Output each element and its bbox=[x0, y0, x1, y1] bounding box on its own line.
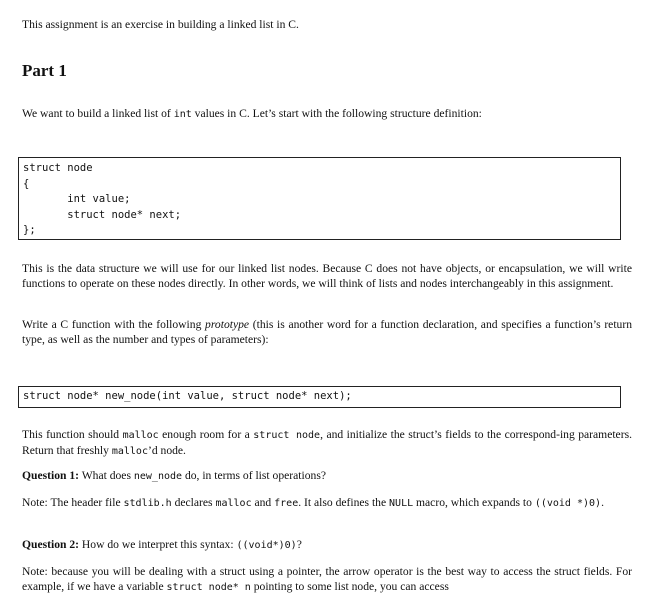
inline-code: malloc bbox=[111, 446, 148, 457]
inline-code: struct node bbox=[253, 430, 321, 441]
question-label: Question 1: bbox=[22, 469, 80, 482]
struct-code: struct node { int value; struct node* next; }; bbox=[23, 162, 182, 236]
struct-code-block bbox=[18, 157, 621, 240]
paragraph-1: We want to build a linked list of int values in C. Let’s start with the following structure definition: bbox=[22, 107, 482, 120]
intro-paragraph: This assignment is an exercise in building a linked list in C. bbox=[22, 18, 299, 31]
paragraph-3: Write a C function with the following prototype (this is another word for a function declaration, and specifies a function’s return type, as well as the number and types of parameters): bbox=[22, 318, 632, 346]
paragraph-4: This function should malloc enough room for a struct node, and initialize the struct’s fields to the correspond-ing parameters. Return that freshly malloc’d node. bbox=[22, 428, 632, 457]
inline-code: stdlib.h bbox=[123, 498, 172, 509]
inline-code: ((void*)0) bbox=[236, 540, 297, 551]
section-heading: Part 1 bbox=[22, 61, 67, 80]
inline-code: malloc bbox=[122, 430, 159, 441]
question-2: Question 2: How do we interpret this syntax: ((void*)0)? bbox=[22, 538, 302, 551]
inline-code: int bbox=[173, 109, 192, 120]
question-1: Question 1: What does new_node do, in terms of list operations? bbox=[22, 469, 326, 482]
inline-code: struct node* n bbox=[166, 582, 251, 593]
note-2: Note: because you will be dealing with a struct using a pointer, the arrow operator is the best way to access the struct fields. For example, if we have a variable struct node* n pointing to some list node, you can access bbox=[22, 565, 632, 593]
inline-code: new_node bbox=[133, 471, 183, 482]
note-1: Note: The header file stdlib.h declares malloc and free. It also defines the NULL macro, which expands to ((void *)0). bbox=[22, 496, 604, 509]
prototype-code: struct node* new_node(int value, struct node* next); bbox=[23, 390, 352, 402]
emphasis-prototype: prototype bbox=[205, 318, 250, 331]
inline-code: free bbox=[274, 498, 299, 509]
prototype-code-block bbox=[18, 386, 621, 408]
inline-code: NULL bbox=[389, 498, 414, 509]
inline-code: ((void *)0) bbox=[534, 498, 602, 509]
paragraph-2: This is the data structure we will use for our linked list nodes. Because C does not have objects, or encapsulation, we will write functions to operate on these nodes directly. In other words, we will think of lists and nodes interchangeably in this assignment. bbox=[22, 262, 632, 290]
question-label: Question 2: bbox=[22, 538, 80, 551]
inline-code: malloc bbox=[215, 498, 252, 509]
